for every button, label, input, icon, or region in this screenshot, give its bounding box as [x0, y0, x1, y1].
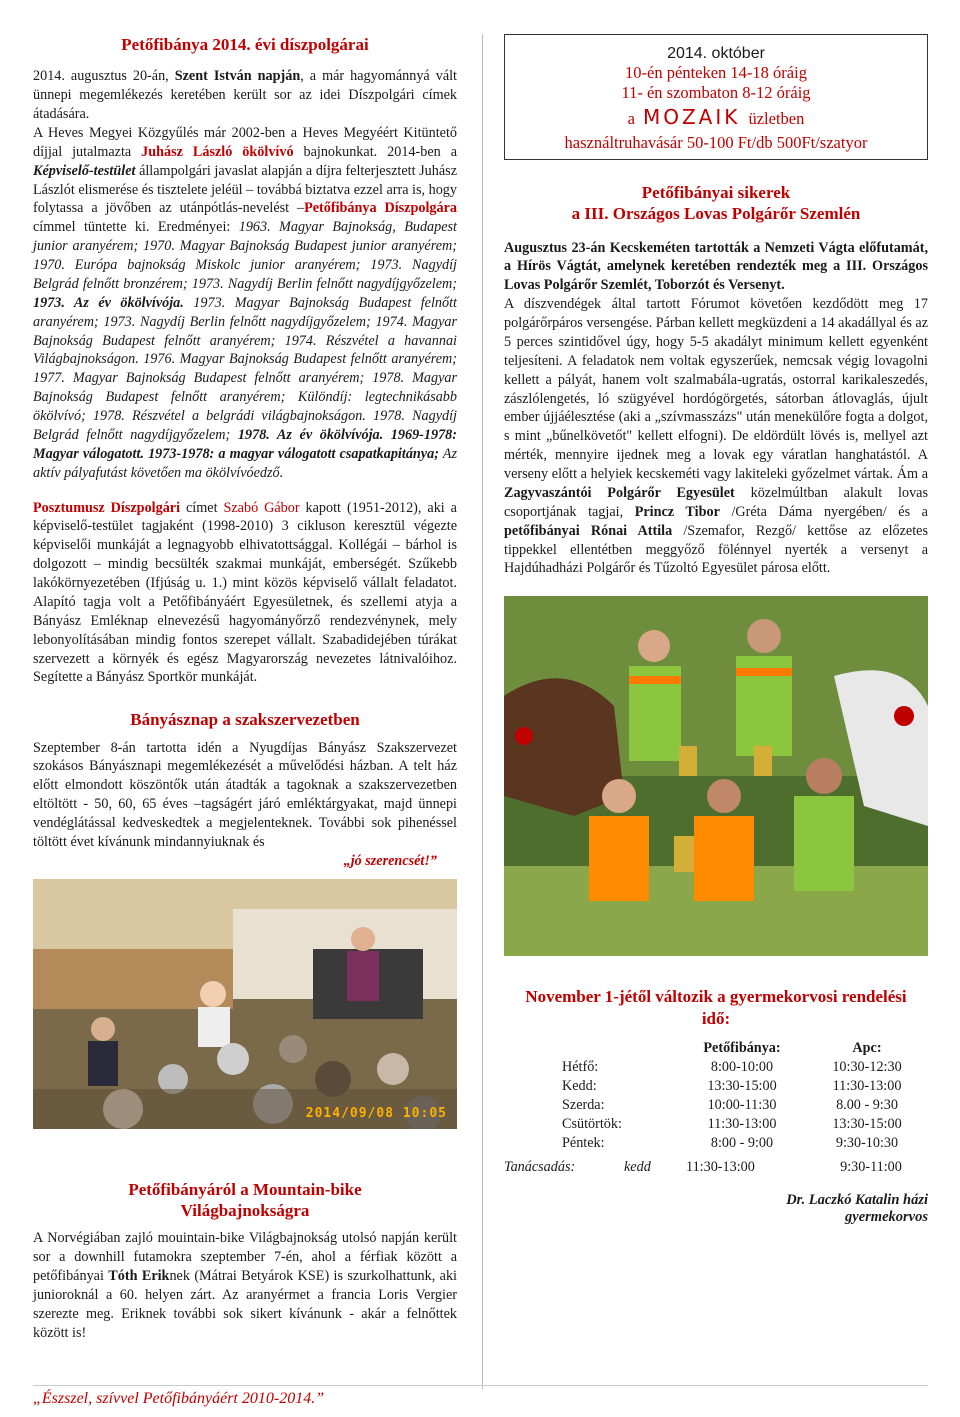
- article-subtitle-equestrian: a III. Országos Lovas Polgárőr Szemlén: [571, 204, 861, 224]
- equestrian-photo: [504, 596, 928, 956]
- clothing-sale-box: [504, 34, 928, 160]
- article-title-equestrian: Petőfibányai sikerek: [641, 183, 791, 202]
- paragraph-miners-day: Szeptember 8-án tartotta idén a Nyugdíjas Bányász Szakszervezet szokásos Bányásznapi megemlékezését a művelődési házban. A telt ház előtt elmondott köszöntők után átadták a tagoknak a szakszervezetben eltöltött - 50, 60, 65 éves –tagságért járó emléktárgyakat, majd ünnepi vendéglátással kedveskedtek a megjelenteknek. További sok pihenéssel töltött évet kívánunk mindannyiuknak és: [33, 739, 457, 850]
- consultation-row: Tanácsadás: kedd 11:30-13:00 9:30-11:00: [504, 1158, 902, 1175]
- sale-day-1: 10-én pénteken 14-18 óráig: [625, 63, 807, 82]
- header-petofibanya: Petőfibánya:: [703, 1039, 781, 1056]
- table-row: Csütörtök: 11:30-13:00 13:30-15:00: [562, 1115, 902, 1132]
- photo-timestamp: 2014/09/08 10:05: [305, 1105, 447, 1121]
- article-title-pediatrician: November 1-jétől változik a gyermekorvosi rendelési idő:: [525, 987, 907, 1028]
- paragraph-equestrian: A díszvendégek által tartott Fórumot követően kezdődött meg 17 polgárőrpáros versengése. Párban kellett megküzdeni a 14 akadállyal és az 5 perces szintidővel úgy, hogy 5-5 akadályt minimum kellett egyenként teljesíteni. A feladatok nem voltak egyszerűek, nemcsak végig lovagolni kellett a pályát, hanem volt szalmabála-ugratás, ostorral karikaleszedés, zászlólengetés, ló szügyével hordógörgetés, sátorban átlovaglás, újult ember újjáélesztése (aki a „szívmasszázs" után menekülőre fogta a dolgot, s mint „bűnelkövetőt" kellett elfogni). De eldördült lövés is, mellyel azt mérték, mennyire ijednek meg a lovak egy váratlan hanghatástól. A verseny előtt a helyiek kecskeméti vagy lakiteleki győzelmet vártak. Ám a Zagyvaszántói Polgárőr Egyesület közelmúltban alakult lovas csoportjának tagjai, Princz Tibor /Gréta Dáma nyergében/ és a petőfibányai Rónai Attila /Szemafor, Rezgő/ kettőse az előzetes tippekkel ellentétben meggyőző fölénnyel nyerték a versenyt a Hajdúhadházi Polgárőr és Tűzoltó Egyesület párosa előtt.: [504, 296, 929, 577]
- article-title-miners-day: Bányásznap a szakszervezetben: [130, 710, 360, 730]
- right-column: [504, 34, 928, 1226]
- paragraph-szabo: Posztumusz Díszpolgári címet Szabó Gábor kapott (1951-2012), aki a képviselő-testület tagjaként (1998-2010) 3 cikluson keresztül végezte képviselői munkáját a legnagyobb elhivatottsággal. Kollégái – bárhol is dolgozott – mindig becsülték szakmai munkáját, emberségét. Szűkebb lakókörnyezetében (Ifjúság u. 1.) mint közös képviselő vállalt feladatot. Alapító tagja volt a Petőfibányáért Egyesületnek, és szellemi atyja a Bányász Emléknap elnevezésű hagyományőrző rendezvénynek, mely lebonyolításában mindig fontos szerepet vállalt. Szabadidejében túrákat szervezett a környék és egész Magyarország nevezetes látnivalóihoz. Segítette a Bányász Sportkör munkáját.: [33, 499, 457, 686]
- table-row: Szerda: 10:00-11:30 8.00 - 9:30: [562, 1096, 898, 1113]
- column-divider: [482, 34, 483, 1389]
- paragraph-mountain-bike: A Norvégiában zajló mouintain-bike Világbajnokság utolsó napján került sor a downhill futamokra szeptember 7-én, ahol a férfiak között a petőfibányai Tóth Eriknek (Mátrai Betyárok KSE) is szurkolhattunk, aki junioroknál a 60. helyen zárt. Az aranyérmet a francia Loris Vergier szerezte meg. Eriknek további sok sikert kívánunk - akár a felnőttek között is!: [33, 1230, 457, 1341]
- paragraph-ceremony: 2014. augusztus 20-án, Szent István napján, a már hagyománnyá vált ünnepi megemlékezés keretében került sor az idei Díszpolgári címek átadására.: [33, 68, 457, 122]
- article-title-mountain-bike: Petőfibányáról a Mountain-bike Világbajnokságra: [128, 1179, 362, 1220]
- footer-divider: [33, 1385, 928, 1386]
- article-title-honorary-citizens: Petőfibánya 2014. évi díszpolgárai: [121, 35, 369, 54]
- audience-illustration: [33, 879, 457, 1129]
- riders-illustration: [504, 596, 928, 956]
- sale-month: 2014. október: [667, 45, 765, 62]
- miners-day-photo: [33, 879, 457, 1129]
- sale-prices: használtruhavásár 50-100 Ft/db 500Ft/szatyor: [564, 133, 868, 152]
- paragraph-equestrian-lead: Augusztus 23-án Kecskeméten tartották a Nemzeti Vágta előfutamát, a Hírös Vágtát, amelynek keretében rendezték meg a III. Országos Lovas Polgárőr Szemlét, Toborzót és Versenyt.: [504, 239, 928, 294]
- footer-slogan: „Észszel, szívvel Petőfibányáért 2010-2014.”: [33, 1390, 325, 1407]
- header-apc: Apc:: [852, 1039, 882, 1056]
- left-column: [33, 34, 457, 1342]
- wish-text: „jó szerencsét!”: [343, 852, 437, 869]
- sale-location: a MOZAIK üzletben: [627, 105, 805, 129]
- signature: Dr. Laczkó Katalin házi gyermekorvos: [786, 1191, 928, 1225]
- office-hours-table: [562, 1039, 922, 1153]
- table-row: Kedd: 13:30-15:00 11:30-13:00: [562, 1077, 902, 1094]
- sale-day-2: 11- én szombaton 8-12 óráig: [621, 83, 811, 102]
- table-row: Hétfő: 8:00-10:00 10:30-12:30: [562, 1058, 902, 1075]
- paragraph-juhasz: A Heves Megyei Közgyűlés már 2002-ben a Heves Megyéért Kitüntető díjjal jutalmazta Juhász László ökölvívó bajnokunkat. 2014-ben a Képviselő-testület állampolgári javaslat alapján a díjra felterjesztett Juhász Lászlót elismerése és tisztelete jeléül – továbbá biztatva ezzel arra is, hogy folytassa a jövőben az utánpótlás-nevelést –Petőfibánya Díszpolgára címmel tüntette ki. Eredményei: 1963. Magyar Bajnokság, Budapest junior aranyérem; 1970. Magyar Bajnokság Budapest junior aranyérem; 1970. Európa bajnokság Miskolc junior aranyérem; 1973. Nagydíj Belgrád felnőtt bronzérem; 1973. Nagydíj Berlin felnőtt nagydíjgyőzelem; 1973. Az év ökölvívója. 1973. Magyar Bajnokság Budapest felnőtt aranyérem; 1973. Nagydíj Berlin felnőtt nagydíjgyőzelem; 1974. Magyar Bajnokság Budapest felnőtt aranyérem; 1974. Részvétel a havannai Világbajnokságon. 1976. Magyar Bajnokság Budapest felnőtt aranyérem; 1977. Magyar Bajnokság Budapest felnőtt aranyérem; 1978. Magyar Bajnokság Budapest felnőtt aranyérem; Különdíj: legtechnikásabb ökölvívó; 1978. Részvétel a belgrádi világbajnokságon. 1978. Nagydíj Belgrád felnőtt nagydíjgyőzelem; 1978. Az év ökölvívója. 1969-1978: Magyar válogatott. 1973-1978: a magyar válogatott csapatkapitánya; Az aktív pályafutást követően ma ökölvívóedző.: [33, 124, 458, 481]
- table-row: Péntek: 8:00 - 9:00 9:30-10:30: [562, 1134, 899, 1151]
